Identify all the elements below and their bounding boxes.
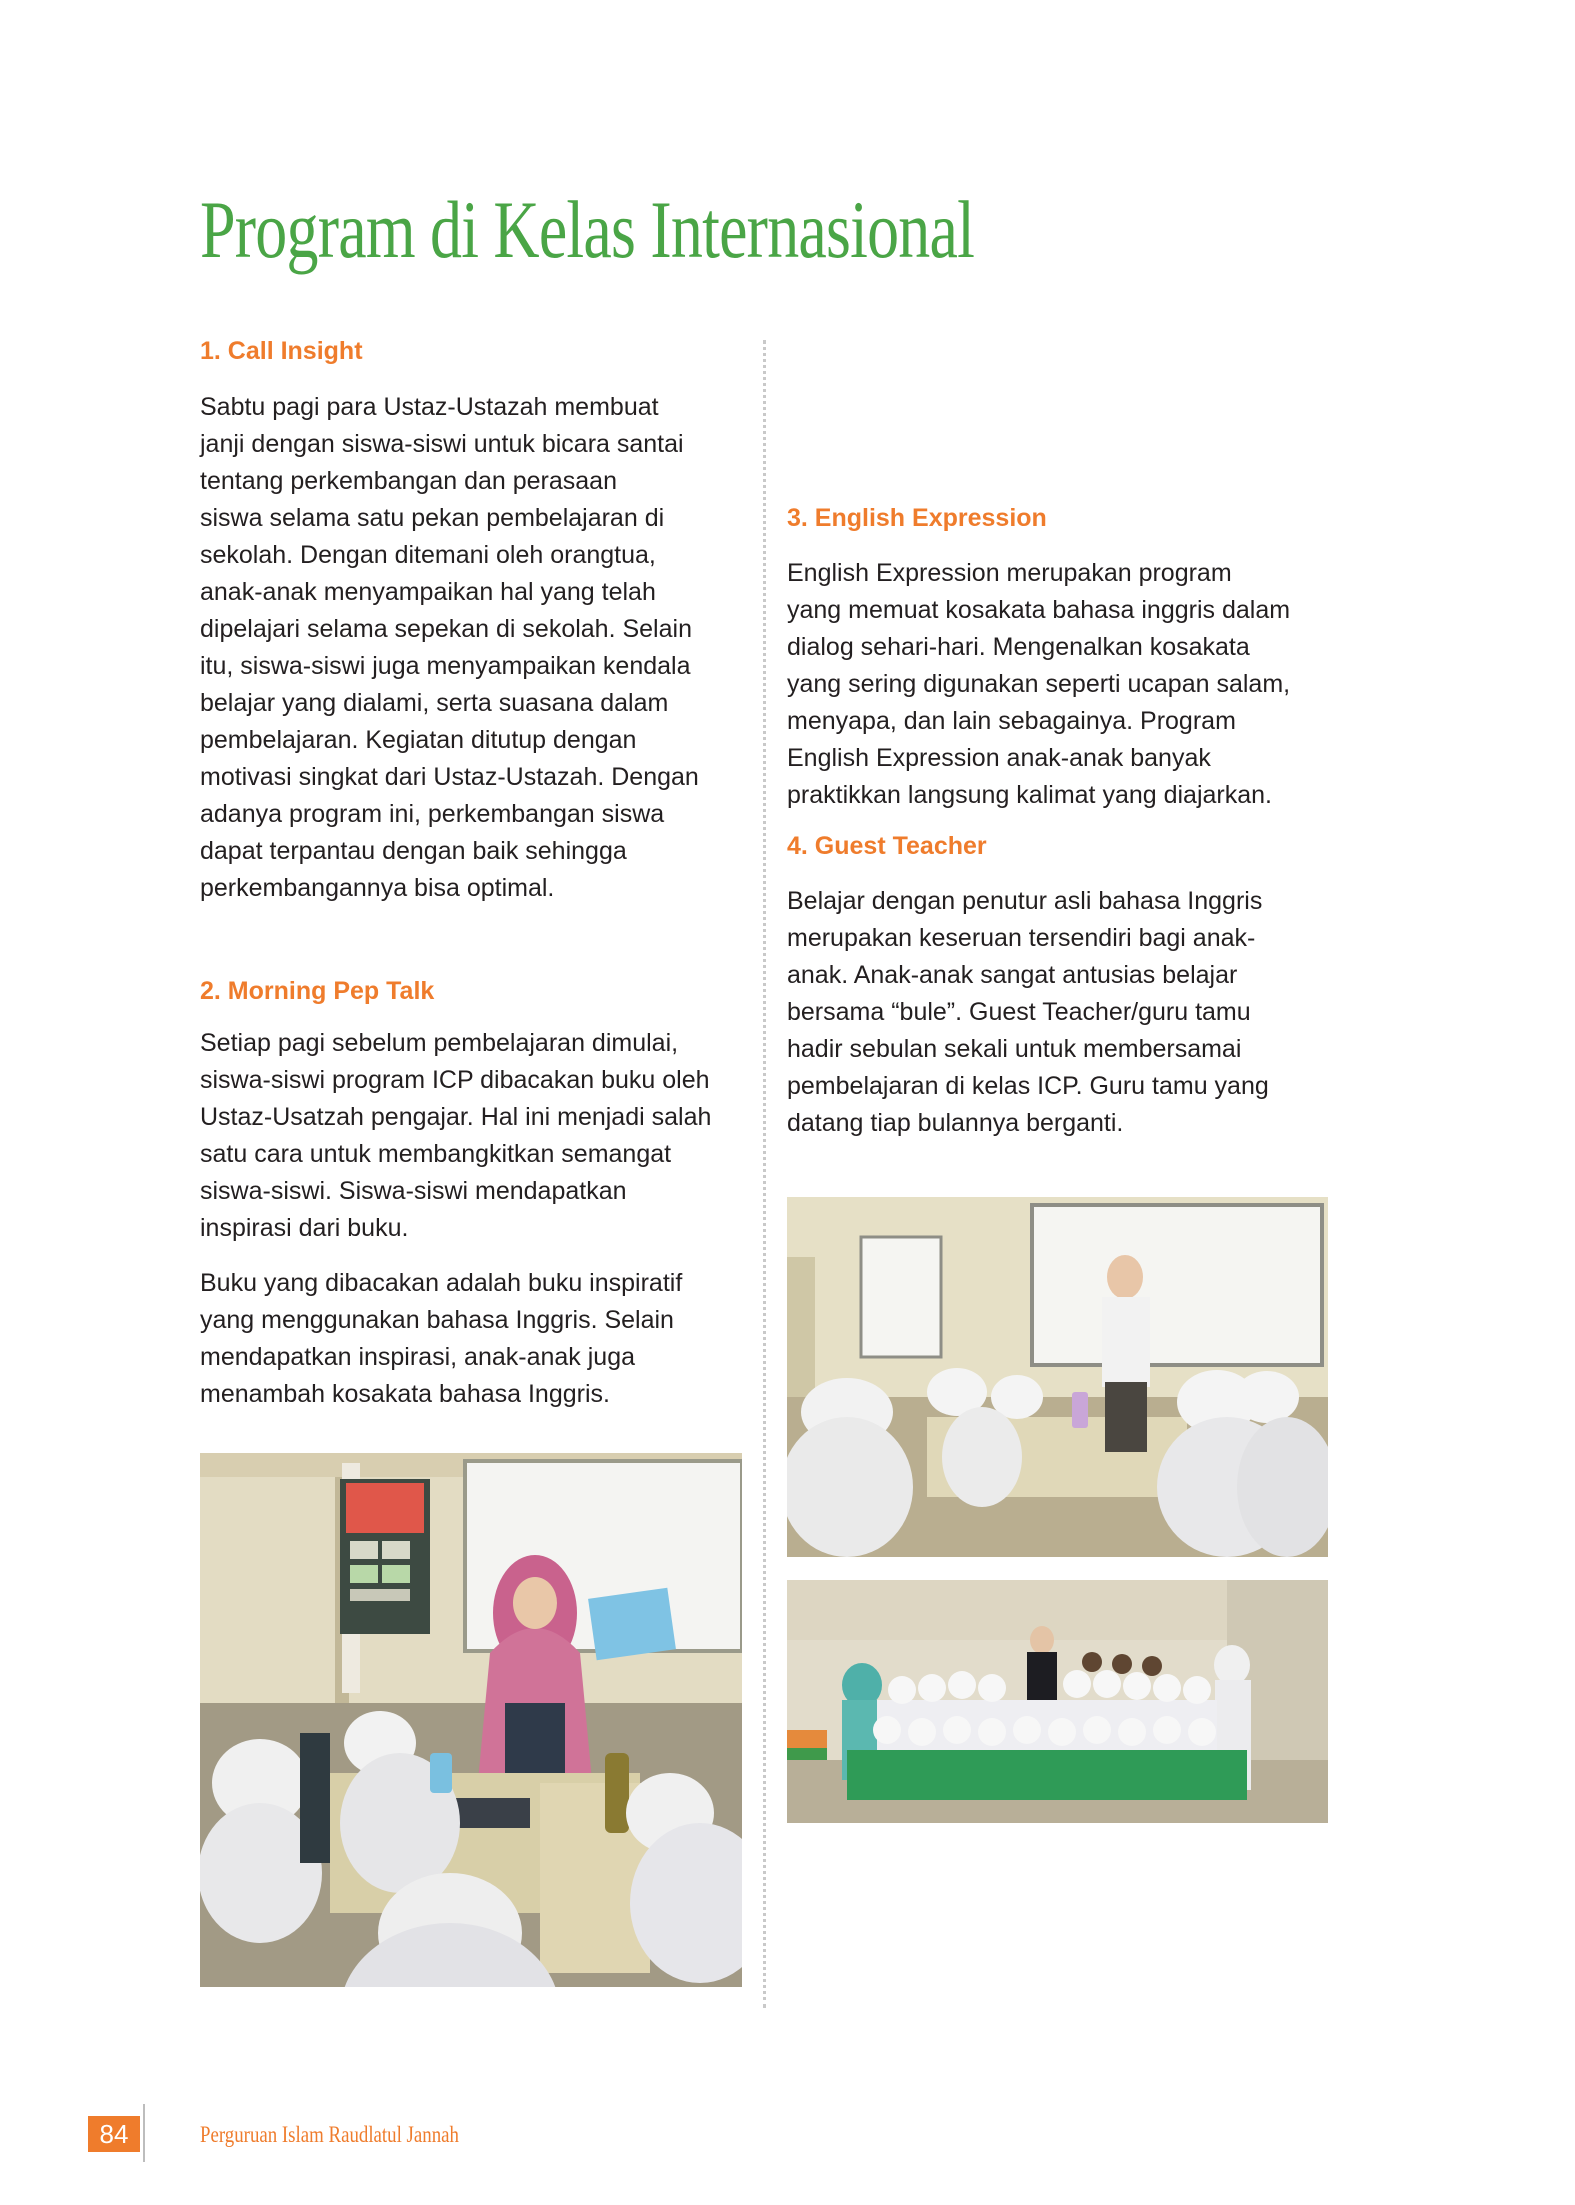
text-line: praktikkan langsung kalimat yang diajarkan.	[787, 781, 1272, 809]
morning-pep-talk-paragraph-1	[200, 1025, 711, 1247]
text-line: Buku yang dibacakan adalah buku inspiratif	[200, 1269, 683, 1297]
morning-pep-talk-paragraph-2	[200, 1265, 682, 1413]
text-line: motivasi singkat dari Ustaz-Ustazah. Dengan	[200, 763, 699, 791]
text-line: tentang perkembangan dan perasaan	[200, 467, 617, 495]
text-line: yang sering digunakan seperti ucapan salam,	[787, 670, 1291, 698]
section-heading-morning-pep-talk: 2. Morning Pep Talk	[200, 977, 435, 1005]
text-line: siswa-siswi. Siswa-siswi mendapatkan	[200, 1177, 627, 1205]
column-divider	[763, 340, 766, 2008]
text-line: merupakan keseruan tersendiri bagi anak-	[787, 924, 1256, 952]
section-heading-guest-teacher: 4. Guest Teacher	[787, 832, 987, 860]
text-line: pembelajaran. Kegiatan ditutup dengan	[200, 726, 637, 754]
text-line: satu cara untuk membangkitkan semangat	[200, 1140, 672, 1168]
footer-divider	[143, 2104, 145, 2162]
text-line: yang menggunakan bahasa Inggris. Selain	[200, 1306, 674, 1334]
text-line: itu, siswa-siswi juga menyampaikan kendala	[200, 652, 691, 680]
text-line: Belajar dengan penutur asli bahasa Inggris	[787, 887, 1263, 915]
text-line: datang tiap bulannya berganti.	[787, 1109, 1124, 1137]
text-line: yang memuat kosakata bahasa inggris dalam	[787, 596, 1291, 624]
text-line: menyapa, dan lain sebagainya. Program	[787, 707, 1236, 735]
page-number: 84	[88, 2116, 140, 2152]
section-heading-english-expression: 3. English Expression	[787, 504, 1047, 532]
text-line: dipelajari selama sepekan di sekolah. Selain	[200, 615, 692, 643]
text-line: English Expression anak-anak banyak	[787, 744, 1211, 772]
section-heading-call-insight: 1. Call Insight	[200, 337, 363, 365]
text-line: dapat terpantau dengan baik sehingga	[200, 837, 627, 865]
text-line: perkembangannya bisa optimal.	[200, 874, 555, 902]
text-line: menambah kosakata bahasa Inggris.	[200, 1380, 610, 1408]
photo-group	[787, 1580, 1328, 1823]
text-line: siswa-siswi program ICP dibacakan buku oleh	[200, 1066, 710, 1094]
text-line: dialog sehari-hari. Mengenalkan kosakata	[787, 633, 1250, 661]
text-line: bersama “bule”. Guest Teacher/guru tamu	[787, 998, 1251, 1026]
text-line: sekolah. Dengan ditemani oleh orangtua,	[200, 541, 656, 569]
photo-guest-teacher-class	[787, 1197, 1328, 1557]
text-line: belajar yang dialami, serta suasana dalam	[200, 689, 669, 717]
text-line: adanya program ini, perkembangan siswa	[200, 800, 665, 828]
text-line: mendapatkan inspirasi, anak-anak juga	[200, 1343, 635, 1371]
text-line: inspirasi dari buku.	[200, 1214, 409, 1242]
text-line: hadir sebulan sekali untuk membersamai	[787, 1035, 1242, 1063]
text-line: pembelajaran di kelas ICP. Guru tamu yang	[787, 1072, 1269, 1100]
text-line: siswa selama satu pekan pembelajaran di	[200, 504, 665, 532]
guest-teacher-paragraph	[787, 883, 1269, 1142]
text-line: English Expression merupakan program	[787, 559, 1232, 587]
text-line: Setiap pagi sebelum pembelajaran dimulai,	[200, 1029, 679, 1057]
photo-morning-pep-talk	[200, 1453, 742, 1987]
text-line: anak-anak menyampaikan hal yang telah	[200, 578, 656, 606]
footer-publication-name: Perguruan Islam Raudlatul Jannah	[200, 2122, 459, 2147]
text-line: janji dengan siswa-siswi untuk bicara santai	[200, 430, 684, 458]
text-line: anak. Anak-anak sangat antusias belajar	[787, 961, 1238, 989]
text-line: Ustaz-Usatzah pengajar. Hal ini menjadi salah	[200, 1103, 712, 1131]
english-expression-paragraph	[787, 555, 1290, 814]
call-insight-paragraph	[200, 389, 699, 907]
text-line: Sabtu pagi para Ustaz-Ustazah membuat	[200, 393, 659, 421]
page-title: Program di Kelas Internasional	[200, 184, 975, 275]
